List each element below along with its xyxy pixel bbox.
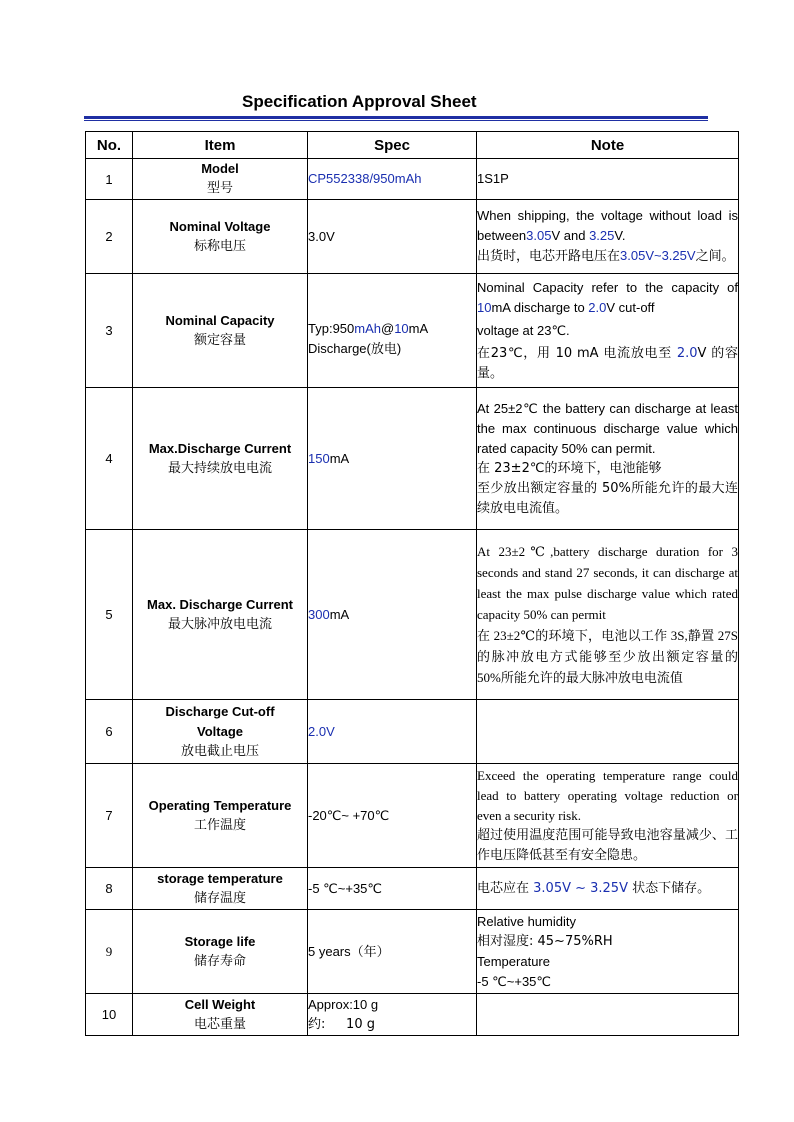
- item-cn: 型号: [206, 181, 233, 196]
- item-cn: 储存寿命: [193, 953, 246, 969]
- title-rule-thick: [84, 116, 708, 119]
- table-row: [86, 868, 739, 910]
- header-spec: Spec: [308, 132, 477, 159]
- row-no: 1: [86, 159, 133, 200]
- row-spec: 150mA: [308, 388, 477, 530]
- table-row: [86, 764, 739, 868]
- row-item: [133, 700, 308, 764]
- row-no: 4: [86, 388, 133, 530]
- header-no: No.: [86, 132, 133, 159]
- row-no: 9: [86, 910, 133, 994]
- row-item: [133, 388, 308, 530]
- item-en: Nominal Capacity: [165, 312, 275, 328]
- table-row: [86, 994, 739, 1036]
- item-en: Model: [201, 161, 239, 176]
- table-row: [86, 910, 739, 994]
- row-no: 2: [86, 200, 133, 274]
- row-note: 电芯应在 3.05V ~ 3.25V 状态下储存。: [477, 868, 739, 910]
- row-item: [133, 868, 308, 910]
- row-note: At 25±2℃ the battery can discharge at least the max continuous discharge value which rated capacity 50% can permit. 在 23±2℃的环境下，电池能够 至少放出额定容量的 50%所能允许的最大连续放电电流值。: [477, 388, 739, 530]
- row-item: [133, 200, 308, 274]
- row-spec: Approx:10 g 约: 10 g: [308, 994, 477, 1036]
- row-item: [133, 530, 308, 700]
- row-spec: CP552338/950mAh: [308, 159, 477, 200]
- row-item: [133, 994, 308, 1036]
- table-row: [86, 700, 739, 764]
- row-item: [133, 274, 308, 388]
- item-cn: 额定容量: [193, 332, 246, 348]
- table-row: [86, 274, 739, 388]
- row-spec: Typ:950mAh@10mA Discharge(放电): [308, 274, 477, 388]
- item-en: Nominal Voltage: [169, 218, 271, 234]
- row-no: 8: [86, 868, 133, 910]
- row-note: When shipping, the voltage without load is between3.05V and 3.25V. 出货时，电芯开路电压在3.05V~3.25V之间。: [477, 200, 739, 274]
- row-spec: 300mA: [308, 530, 477, 700]
- header-item: Item: [133, 132, 308, 159]
- row-no: 5: [86, 530, 133, 700]
- title-rule-thin: [84, 120, 708, 121]
- row-spec: 3.0V: [308, 200, 477, 274]
- row-no: 7: [86, 764, 133, 868]
- row-no: 10: [86, 994, 133, 1036]
- row-note: Exceed the operating temperature range could lead to battery operating voltage reduction or even a security risk. 超过使用温度范围可能导致电池容量减少、工作电压降低甚至有安全隐患。: [477, 764, 739, 868]
- row-spec: -20℃~ +70℃: [308, 764, 477, 868]
- table-row: [86, 200, 739, 274]
- item-en: Storage life: [184, 933, 256, 949]
- row-item: [133, 910, 308, 994]
- row-note: [477, 700, 739, 764]
- item-en: Max.Discharge Current: [148, 440, 292, 456]
- header-row: [86, 132, 739, 159]
- row-item: [133, 764, 308, 868]
- row-note: 1S1P: [477, 159, 739, 200]
- header-note: Note: [477, 132, 739, 159]
- row-item: [133, 159, 308, 200]
- page-title: Specification Approval Sheet: [242, 92, 477, 111]
- item-en: Discharge Cut-off: [165, 703, 275, 719]
- item-en: Cell Weight: [184, 996, 256, 1012]
- item-en: Max. Discharge Current: [147, 596, 293, 612]
- row-note: At 23±2℃,battery discharge duration for 3 seconds and stand 27 seconds, it can discharge at least the max pulse discharge value which rated capacity 50% can permit 在 23±2℃的环境下，电池以工作 3S,静置 27S 的脉冲放电方式能够至少放出额定容量的 50%所能允许的最大脉冲放电电流值: [477, 530, 739, 700]
- row-note: Nominal Capacity refer to the capacity of 10mA discharge to 2.0V cut-off voltage at 23℃. 在23℃，用 10 mA 电流放电至 2.0V 的容量。: [477, 274, 739, 388]
- row-no: 3: [86, 274, 133, 388]
- row-note: Relative humidity 相对湿度: 45~75%RH Temperature -5 ℃~+35℃: [477, 910, 739, 994]
- item-en: Voltage: [197, 723, 243, 739]
- item-en: storage temperature: [157, 870, 283, 886]
- item-cn: 电芯重量: [193, 1016, 246, 1032]
- table-row: [86, 159, 739, 200]
- row-spec: 5 years（年）: [308, 910, 477, 994]
- spec-table: [85, 131, 739, 1036]
- item-cn: 工作温度: [193, 817, 246, 833]
- item-cn: 储存温度: [193, 890, 246, 906]
- table-row: [86, 388, 739, 530]
- item-cn: 放电截止电压: [180, 743, 259, 759]
- row-note: [477, 994, 739, 1036]
- item-cn: 最大脉冲放电电流: [167, 616, 272, 632]
- item-cn: 标称电压: [193, 238, 246, 254]
- table-row: [86, 530, 739, 700]
- row-no: 6: [86, 700, 133, 764]
- item-en: Operating Temperature: [148, 797, 292, 813]
- row-spec: 2.0V: [308, 700, 477, 764]
- item-cn: 最大持续放电电流: [167, 460, 272, 476]
- row-spec: -5 ℃~+35℃: [308, 868, 477, 910]
